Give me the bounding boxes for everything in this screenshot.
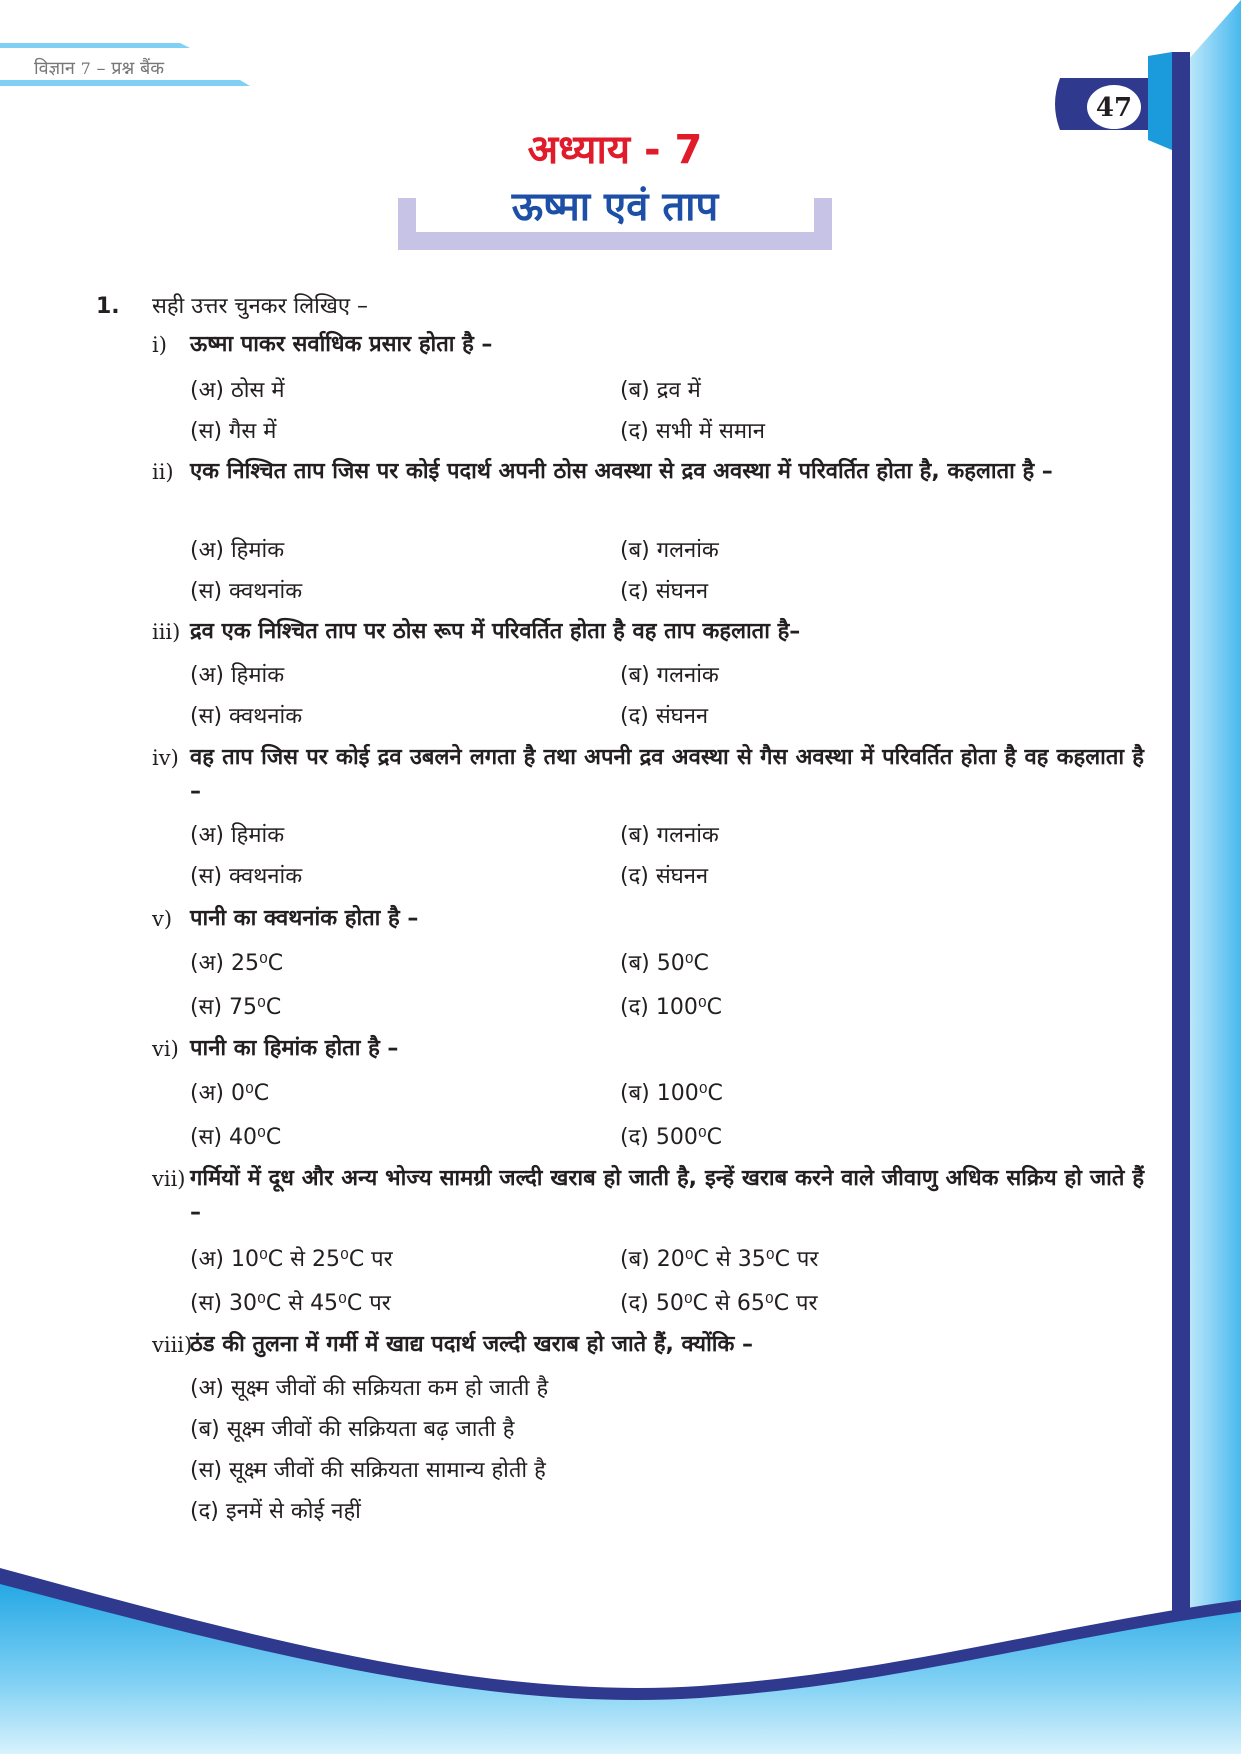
side-panel [1188, 0, 1241, 1754]
option: (स) 40⁰C [190, 1125, 282, 1150]
option: (ब) द्रव में [620, 378, 701, 403]
option: (ब) गलनांक [620, 823, 719, 848]
option: (ब) 20⁰C से 35⁰C पर [620, 1247, 819, 1272]
sub-question-text: द्रव एक निश्चित ताप पर ठोस रूप में परिवर्तित होता है वह ताप कहलाता है– [190, 619, 801, 644]
option: (अ) सूक्ष्म जीवों की सक्रियता कम हो जाती है [190, 1376, 549, 1401]
option: (ब) 50⁰C [620, 951, 709, 976]
option: (द) 500⁰C [620, 1125, 723, 1150]
sub-question-i [152, 328, 1144, 362]
option: (स) क्वथनांक [190, 704, 303, 729]
option: (ब) गलनांक [620, 663, 719, 688]
sub-question-text: पानी का क्वथनांक होता है – [190, 906, 419, 931]
option: (स) 75⁰C [190, 995, 282, 1020]
header-subject: विज्ञान [34, 58, 75, 79]
header-separator: – [96, 58, 106, 79]
option: (ब) गलनांक [620, 538, 719, 563]
option: (द) सभी में समान [620, 419, 765, 444]
option: (द) संघनन [620, 864, 709, 889]
sub-question-text: वह ताप जिस पर कोई द्रव उबलने लगता है तथा अपनी द्रव अवस्था से गैस अवस्था में परिवर्तित होता है वह कहलाता है – [190, 745, 1144, 804]
sub-question-text: ठंड की तुलना में गर्मी में खाद्य पदार्थ जल्दी खराब हो जाते हैं, क्योंकि – [190, 1332, 754, 1357]
sub-question-numeral: vii) [152, 1167, 186, 1191]
option: (द) इनमें से कोई नहीं [190, 1499, 361, 1524]
header-class: 7 [80, 59, 91, 78]
sub-question-numeral: v) [152, 907, 173, 931]
question-number: 1. [96, 294, 120, 319]
bottom-wave [0, 1572, 1241, 1754]
option: (स) सूक्ष्म जीवों की सक्रियता सामान्य होती है [190, 1458, 546, 1483]
sub-question-iii [152, 615, 1144, 649]
option: (अ) हिमांक [190, 538, 285, 563]
header-line-bottom [0, 80, 250, 86]
option: (अ) हिमांक [190, 663, 285, 688]
question-heading [96, 290, 368, 320]
page-number: 47 [1095, 93, 1133, 123]
sub-question-numeral: iii) [152, 620, 181, 644]
running-header [34, 56, 164, 80]
option: (अ) 25⁰C [190, 951, 284, 976]
page-tab-fold [1148, 52, 1172, 150]
option: (स) क्वथनांक [190, 579, 303, 604]
sub-question-numeral: i) [152, 333, 167, 357]
option: (ब) 100⁰C [620, 1081, 723, 1106]
sub-question-vii [152, 1162, 1144, 1230]
sub-question-text: ऊष्मा पाकर सर्वाधिक प्रसार होता है – [190, 332, 493, 357]
sub-question-numeral: viii) [152, 1333, 193, 1357]
option: (अ) 10⁰C से 25⁰C पर [190, 1247, 393, 1272]
option: (अ) हिमांक [190, 823, 285, 848]
chapter-number: अध्याय - 7 [527, 127, 703, 173]
option: (द) संघनन [620, 704, 709, 729]
sub-question-text: गर्मियों में दूध और अन्य भोज्य सामग्री जल्दी खराब हो जाती है, इन्हें खराब करने वाले जीवाणु अधिक सक्रिय हो जाते हैं – [190, 1166, 1144, 1225]
sub-question-vi [152, 1032, 1144, 1066]
chapter-title: ऊष्मा एवं ताप [511, 184, 719, 230]
sub-question-text: पानी का हिमांक होता है – [190, 1036, 399, 1061]
sub-question-viii [152, 1328, 1144, 1362]
question-instruction: सही उत्तर चुनकर लिखिए – [152, 294, 369, 319]
sub-question-numeral: ii) [152, 460, 174, 484]
header-book: प्रश्न बैंक [111, 58, 165, 79]
option: (स) क्वथनांक [190, 864, 303, 889]
option: (अ) 0⁰C [190, 1081, 270, 1106]
option: (अ) ठोस में [190, 378, 285, 403]
option: (द) 50⁰C से 65⁰C पर [620, 1291, 818, 1316]
option: (द) संघनन [620, 579, 709, 604]
header-line-top [0, 43, 190, 48]
sub-question-ii [152, 455, 1144, 489]
option: (द) 100⁰C [620, 995, 723, 1020]
side-bar [1172, 52, 1190, 1612]
option: (स) गैस में [190, 419, 277, 444]
option: (ब) सूक्ष्म जीवों की सक्रियता बढ़ जाती है [190, 1417, 515, 1442]
sub-question-numeral: iv) [152, 746, 179, 770]
sub-question-iv [152, 741, 1144, 809]
sub-question-numeral: vi) [152, 1037, 179, 1061]
option: (स) 30⁰C से 45⁰C पर [190, 1291, 391, 1316]
sub-question-text: एक निश्चित ताप जिस पर कोई पदार्थ अपनी ठोस अवस्था से द्रव अवस्था में परिवर्तित होता है, कहलाता है – [190, 459, 1053, 484]
sub-question-v [152, 902, 1144, 936]
